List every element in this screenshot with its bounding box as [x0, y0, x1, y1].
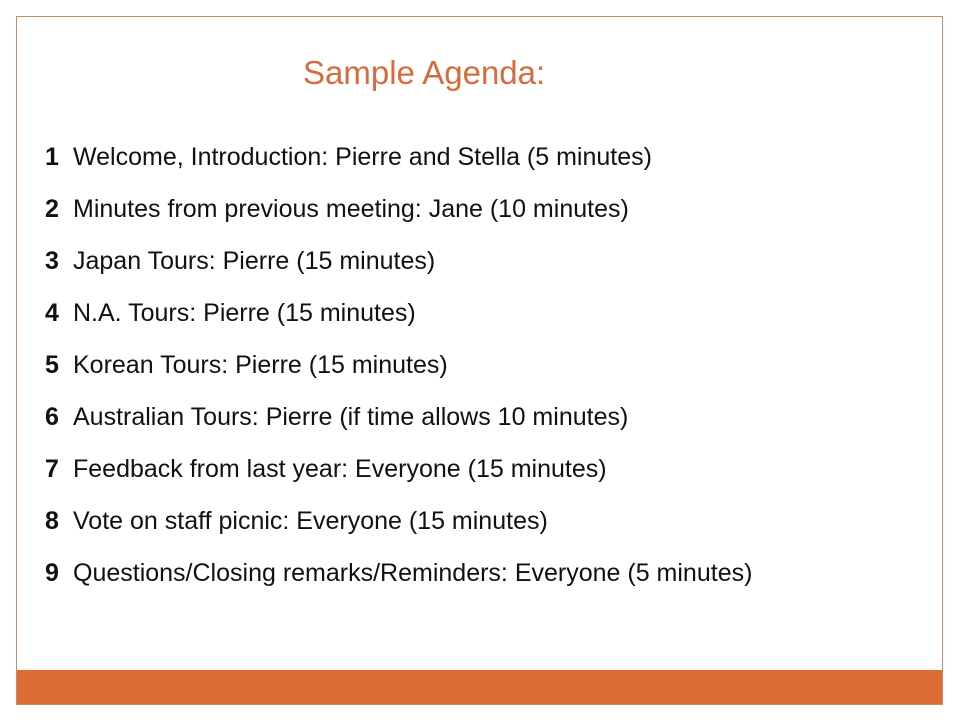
- agenda-item-text: Questions/Closing remarks/Reminders: Everyone (5 minutes): [73, 559, 753, 587]
- agenda-item-number: 6: [45, 403, 59, 431]
- agenda-item: [45, 296, 925, 330]
- footer-bar: [17, 670, 942, 704]
- agenda-item-text: N.A. Tours: Pierre (15 minutes): [73, 299, 416, 327]
- agenda-item-number: 7: [45, 455, 59, 483]
- agenda-list: [45, 140, 925, 608]
- agenda-item-number: 8: [45, 507, 59, 535]
- agenda-item-number: 3: [45, 247, 59, 275]
- agenda-item-number: 4: [45, 299, 59, 327]
- agenda-item-number: 1: [45, 143, 59, 171]
- agenda-item-text: Korean Tours: Pierre (15 minutes): [73, 351, 448, 379]
- agenda-item: [45, 504, 925, 538]
- agenda-item: [45, 140, 925, 174]
- agenda-item-number: 9: [45, 559, 59, 587]
- agenda-item: [45, 452, 925, 486]
- agenda-item-text: Welcome, Introduction: Pierre and Stella (5 minutes): [73, 143, 652, 171]
- agenda-item: [45, 244, 925, 278]
- agenda-item-text: Minutes from previous meeting: Jane (10 minutes): [73, 195, 629, 223]
- agenda-item-number: 2: [45, 195, 59, 223]
- slide: [16, 16, 943, 705]
- agenda-item: [45, 192, 925, 226]
- agenda-item: [45, 556, 925, 590]
- agenda-item-text: Feedback from last year: Everyone (15 minutes): [73, 455, 607, 483]
- slide-title: Sample Agenda:: [303, 54, 546, 91]
- agenda-item-text: Vote on staff picnic: Everyone (15 minutes): [73, 507, 548, 535]
- agenda-item: [45, 348, 925, 382]
- agenda-item-text: Japan Tours: Pierre (15 minutes): [73, 247, 436, 275]
- agenda-item: [45, 400, 925, 434]
- agenda-item-number: 5: [45, 351, 59, 379]
- agenda-item-text: Australian Tours: Pierre (if time allows 10 minutes): [73, 403, 629, 431]
